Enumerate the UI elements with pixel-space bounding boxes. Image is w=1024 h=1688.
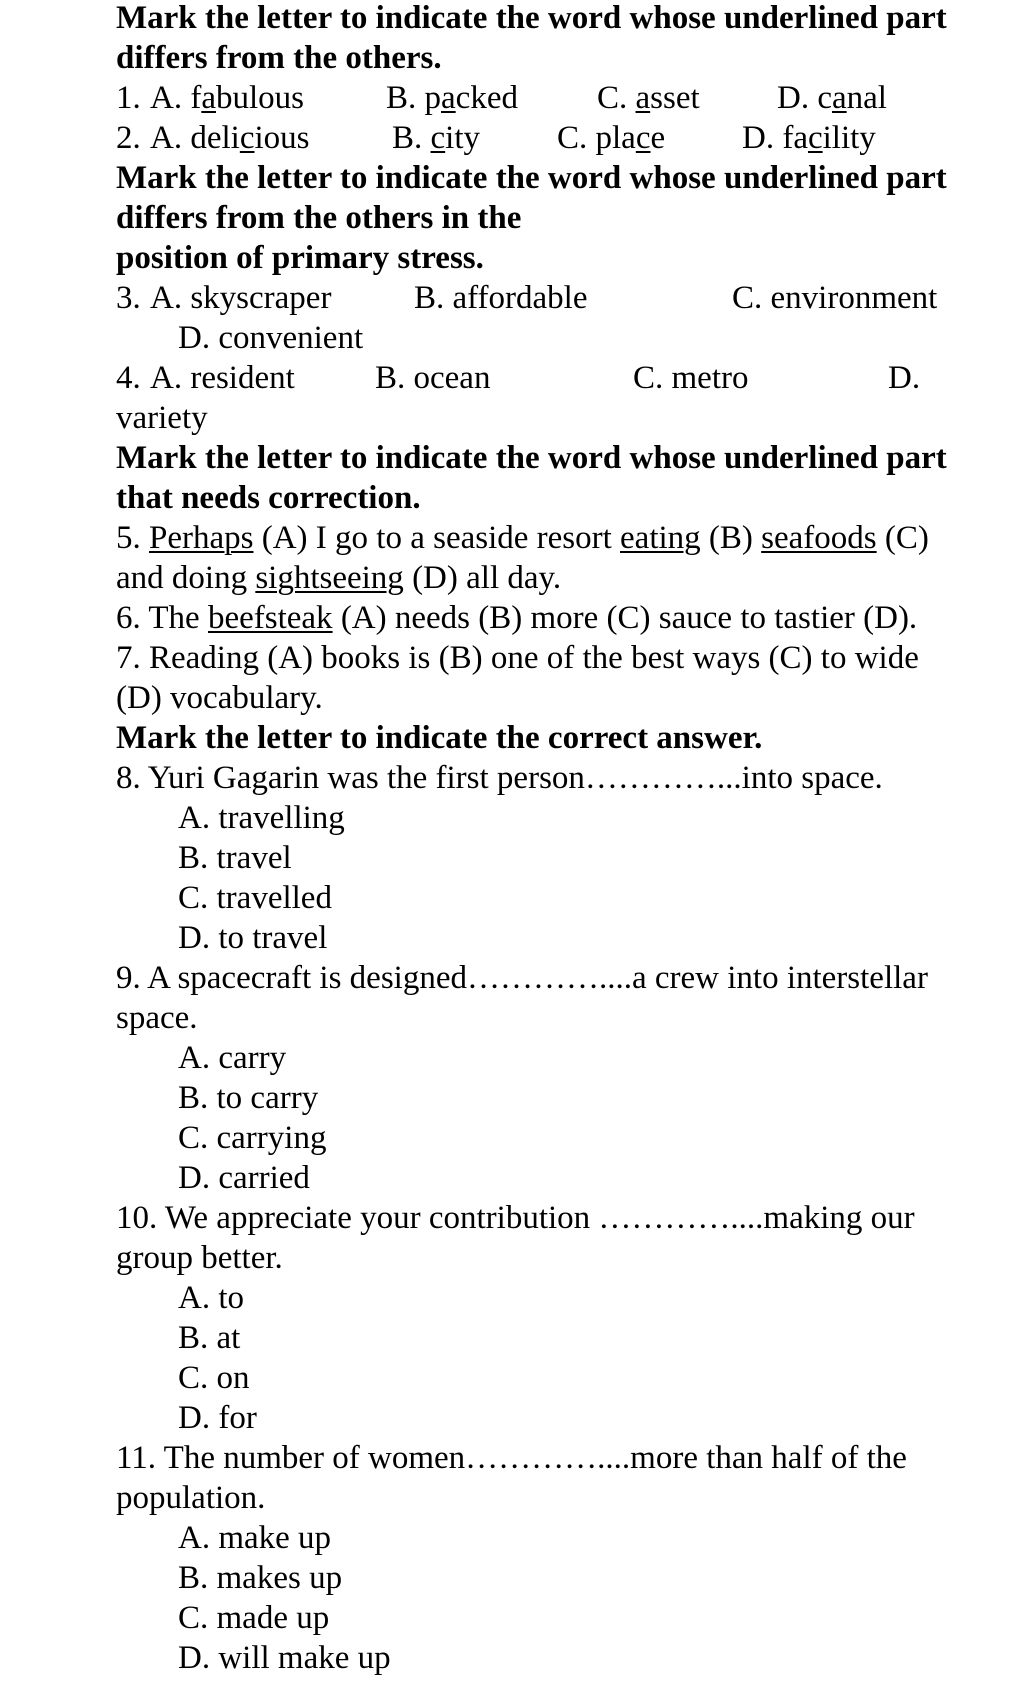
question-8-option-b: B. travel xyxy=(178,840,292,876)
question-3-option-b: B. affordable xyxy=(414,280,588,316)
question-4-option-a: A. resident xyxy=(150,360,295,396)
section3-heading-line1: Mark the letter to indicate the word whose underlined part xyxy=(116,440,947,476)
question-5-line2: and doing sightseeing (D) all day. xyxy=(116,560,562,596)
question-4-option-d-letter: D. xyxy=(888,360,921,396)
question-2-number: 2. xyxy=(116,120,141,156)
question-10-option-b: B. at xyxy=(178,1320,241,1356)
question-1-number: 1. xyxy=(116,80,141,116)
question-7-line2: (D) vocabulary. xyxy=(116,680,323,716)
question-10-stem-line2: group better. xyxy=(116,1240,283,1276)
question-4-number: 4. xyxy=(116,360,141,396)
section2-heading-line3: position of primary stress. xyxy=(116,240,484,276)
question-1-option-a: A. fabulous xyxy=(150,80,304,116)
section2-heading-line1: Mark the letter to indicate the word whose underlined part xyxy=(116,160,947,196)
question-8-option-d: D. to travel xyxy=(178,920,328,956)
question-6: 6. The beefsteak (A) needs (B) more (C) sauce to tastier (D). xyxy=(116,600,918,636)
section4-heading: Mark the letter to indicate the correct answer. xyxy=(116,720,763,756)
section2-heading-line2: differs from the others in the xyxy=(116,200,522,236)
question-1-option-b: B. packed xyxy=(386,80,518,116)
question-8-stem: 8. Yuri Gagarin was the first person…………...into space. xyxy=(116,760,883,796)
question-5-line1: 5. Perhaps (A) I go to a seaside resort eating (B) seafoods (C) xyxy=(116,520,929,556)
question-11-stem-line1: 11. The number of women…………....more than half of the xyxy=(116,1440,907,1476)
question-10-option-c: C. on xyxy=(178,1360,250,1396)
question-1-option-d: D. canal xyxy=(777,80,887,116)
question-11-option-a: A. make up xyxy=(178,1520,332,1556)
question-1-option-c: C. asset xyxy=(597,80,700,116)
question-10-stem-line1: 10. We appreciate your contribution …………....making our xyxy=(116,1200,915,1236)
question-9-stem-line1: 9. A spacecraft is designed…………....a crew into interstellar xyxy=(116,960,928,996)
question-3-option-c: C. environment xyxy=(732,280,938,316)
question-3-option-d: D. convenient xyxy=(178,320,364,356)
question-8-option-a: A. travelling xyxy=(178,800,345,836)
question-7-line1: 7. Reading (A) books is (B) one of the best ways (C) to wide xyxy=(116,640,919,676)
question-9-option-b: B. to carry xyxy=(178,1080,319,1116)
question-11-stem-line2: population. xyxy=(116,1480,266,1516)
question-3-option-a: A. skyscraper xyxy=(150,280,332,316)
question-4-option-b: B. ocean xyxy=(375,360,491,396)
question-9-option-a: A. carry xyxy=(178,1040,287,1076)
question-11-option-d: D. will make up xyxy=(178,1640,391,1676)
section1-heading-line2: differs from the others. xyxy=(116,40,442,76)
section3-heading-line2: that needs correction. xyxy=(116,480,421,516)
question-10-option-a: A. to xyxy=(178,1280,244,1316)
question-10-option-d: D. for xyxy=(178,1400,257,1436)
section1-heading-line1: Mark the letter to indicate the word whose underlined part xyxy=(116,0,947,36)
question-4-option-d-word: variety xyxy=(116,400,208,436)
question-2-option-a: A. delicious xyxy=(150,120,310,156)
question-2-option-b: B. city xyxy=(392,120,481,156)
question-2-option-c: C. place xyxy=(557,120,666,156)
question-9-option-d: D. carried xyxy=(178,1160,310,1196)
question-11-option-b: B. makes up xyxy=(178,1560,343,1596)
question-11-option-c: C. made up xyxy=(178,1600,330,1636)
question-4-option-c: C. metro xyxy=(633,360,749,396)
question-8-option-c: C. travelled xyxy=(178,880,332,916)
question-9-stem-line2: space. xyxy=(116,1000,198,1036)
question-2-option-d: D. facility xyxy=(742,120,876,156)
question-3-number: 3. xyxy=(116,280,141,316)
question-9-option-c: C. carrying xyxy=(178,1120,327,1156)
